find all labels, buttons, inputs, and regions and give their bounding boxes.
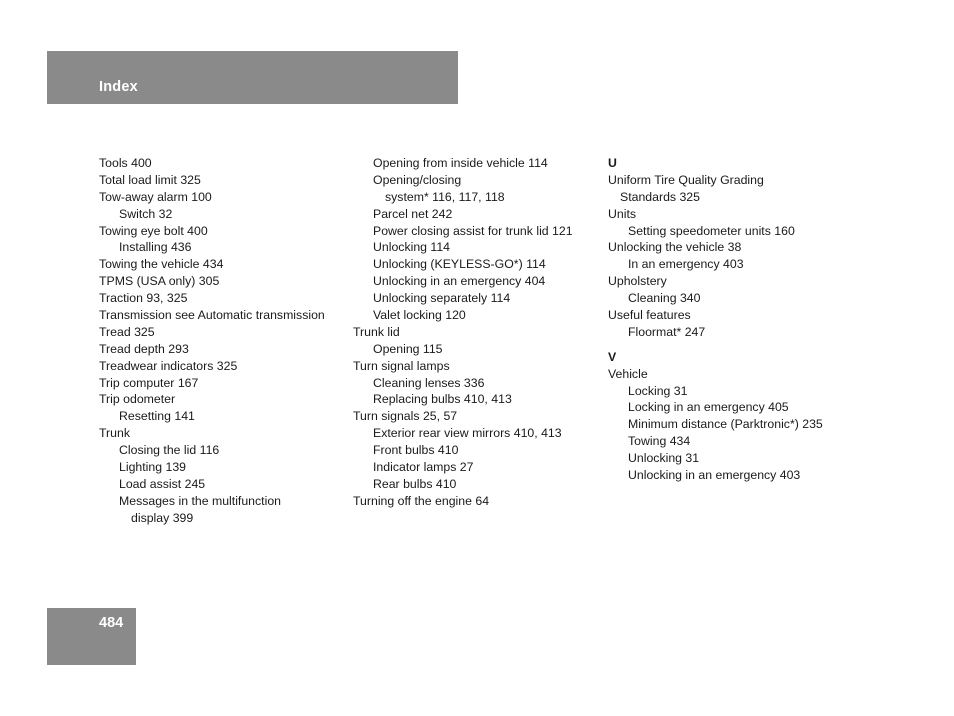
index-subentry: Locking 31 <box>628 383 688 398</box>
index-entry: Trunk lid <box>353 324 400 339</box>
index-entry: Total load limit 325 <box>99 172 201 187</box>
index-subentry: Setting speedometer units 160 <box>628 223 795 238</box>
index-subentry: Unlocking 31 <box>628 451 700 466</box>
index-subentry: Locking in an emergency 405 <box>628 400 789 415</box>
index-column-3 <box>608 155 858 484</box>
index-subentry: Front bulbs 410 <box>373 443 459 458</box>
index-subentry: Load assist 245 <box>119 476 206 491</box>
index-subentry: Parcel net 242 <box>373 206 453 221</box>
index-subentry: In an emergency 403 <box>628 257 744 272</box>
index-entry: Trip computer 167 <box>99 375 199 390</box>
index-entry: Units <box>608 206 637 221</box>
index-entry: Towing eye bolt 400 <box>99 223 208 238</box>
index-entry-continued: Standards 325 <box>620 189 700 204</box>
index-entry: Treadwear indicators 325 <box>99 358 238 373</box>
index-subentry: Rear bulbs 410 <box>373 476 457 491</box>
index-column-2 <box>353 155 603 510</box>
index-entry: Tools 400 <box>99 156 152 170</box>
index-entry: TPMS (USA only) 305 <box>99 274 220 289</box>
index-entry: Turning off the engine 64 <box>353 493 490 508</box>
index-entry: Useful features <box>608 308 691 323</box>
page-title: Index <box>99 79 138 95</box>
page-number-box <box>47 608 136 665</box>
index-subentry: Messages in the multifunction <box>119 493 281 508</box>
index-entry: Tow-away alarm 100 <box>99 189 212 204</box>
index-subentry: Valet locking 120 <box>373 308 466 323</box>
index-subentry: Unlocking in an emergency 403 <box>628 468 801 483</box>
header-bar <box>47 51 458 104</box>
index-subentry: Resetting 141 <box>119 409 195 424</box>
index-subentry: Switch 32 <box>119 206 173 221</box>
index-subentry: Unlocking (KEYLESS-GO*) 114 <box>373 257 546 272</box>
index-entry: Transmission see Automatic transmission <box>99 308 325 323</box>
page-number: 484 <box>99 615 124 631</box>
index-subentry: Lighting 139 <box>119 460 187 475</box>
index-subentry: Cleaning 340 <box>628 291 701 306</box>
index-subentry: Installing 436 <box>119 240 192 255</box>
index-column-1 <box>99 155 349 527</box>
index-subentry: Opening/closing <box>373 172 462 187</box>
index-subentry: Unlocking 114 <box>373 240 451 255</box>
index-entry: Trunk <box>99 426 130 441</box>
index-subentry: Replacing bulbs 410, 413 <box>373 392 512 407</box>
section-gap <box>608 341 858 349</box>
index-entry: Turn signals 25, 57 <box>353 409 458 424</box>
index-subentry: Unlocking in an emergency 404 <box>373 274 546 289</box>
index-entry: Tread depth 293 <box>99 341 189 356</box>
index-subentry: Power closing assist for trunk lid 121 <box>373 223 573 238</box>
index-subentry: Floormat* 247 <box>628 324 706 339</box>
index-subentry-continued: display 399 <box>131 510 194 525</box>
index-entry: Turn signal lamps <box>353 358 450 373</box>
index-subentry: Minimum distance (Parktronic*) 235 <box>628 417 823 432</box>
index-subentry-continued: system* 116, 117, 118 <box>385 189 505 204</box>
index-entry: Uniform Tire Quality Grading <box>608 172 764 187</box>
index-subentry: Closing the lid 116 <box>119 443 220 458</box>
index-subentry: Towing 434 <box>628 434 691 449</box>
index-entry: Traction 93, 325 <box>99 291 188 306</box>
index-subentry: Cleaning lenses 336 <box>373 375 485 390</box>
index-subentry: Unlocking separately 114 <box>373 291 511 306</box>
index-subentry: Indicator lamps 27 <box>373 460 474 475</box>
section-letter: U <box>608 156 617 170</box>
index-entry: Trip odometer <box>99 392 176 407</box>
index-entry: Tread 325 <box>99 324 155 339</box>
index-entry: Towing the vehicle 434 <box>99 257 224 272</box>
index-entry: Upholstery <box>608 274 667 289</box>
index-subentry: Opening from inside vehicle 114 <box>373 156 548 170</box>
index-subentry: Opening 115 <box>373 341 443 356</box>
index-entry: Vehicle <box>608 366 648 381</box>
index-entry: Unlocking the vehicle 38 <box>608 240 742 255</box>
index-subentry: Exterior rear view mirrors 410, 413 <box>373 426 562 441</box>
section-letter: V <box>608 349 617 364</box>
